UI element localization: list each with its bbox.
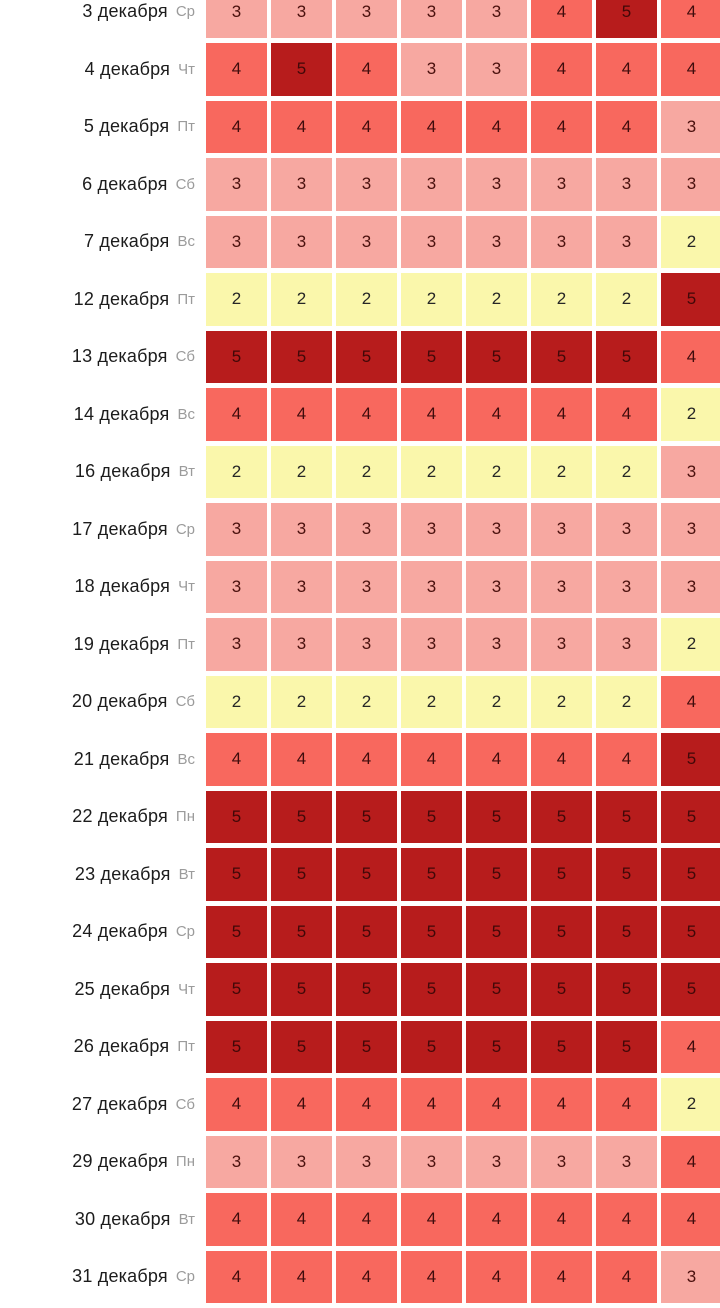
heatmap-row-cells: [206, 561, 720, 614]
weekday-text: Вт: [178, 463, 195, 481]
weekday-text: Ср: [175, 923, 195, 941]
heatmap-cell[interactable]: 5: [206, 331, 267, 384]
heatmap-cell[interactable]: 2: [596, 676, 657, 729]
heatmap-cell[interactable]: 3: [661, 101, 720, 154]
weekday-text: Вс: [177, 750, 195, 768]
date-label: [0, 906, 206, 959]
heatmap-cell[interactable]: 5: [271, 1021, 332, 1074]
heatmap-cell[interactable]: 4: [336, 43, 397, 96]
heatmap-row-cells: [206, 848, 720, 901]
date-label: [0, 388, 206, 441]
heatmap-cell[interactable]: 3: [661, 1251, 720, 1304]
heatmap-cell[interactable]: 3: [336, 561, 397, 614]
date-label: [0, 503, 206, 556]
heatmap-cell[interactable]: 3: [596, 1136, 657, 1189]
heatmap-cell[interactable]: 3: [271, 216, 332, 269]
heatmap-cell[interactable]: 5: [531, 331, 592, 384]
heatmap-cell[interactable]: 2: [661, 618, 720, 671]
heatmap-cell[interactable]: 2: [401, 273, 462, 326]
heatmap-cell[interactable]: 5: [466, 906, 527, 959]
heatmap-cell[interactable]: 3: [466, 503, 527, 556]
heatmap-row: [0, 446, 720, 499]
heatmap-cell[interactable]: 4: [596, 388, 657, 441]
weekday-text: Пт: [177, 118, 195, 136]
heatmap-cell[interactable]: 3: [271, 503, 332, 556]
heatmap-cell[interactable]: 4: [596, 101, 657, 154]
heatmap-cell[interactable]: 4: [531, 1078, 592, 1131]
heatmap-cell[interactable]: 2: [466, 446, 527, 499]
heatmap-cell[interactable]: 4: [206, 1193, 267, 1246]
heatmap-row-cells: [206, 446, 720, 499]
date-label: [0, 676, 206, 729]
heatmap-row: [0, 216, 720, 269]
heatmap-row-cells: [206, 503, 720, 556]
date-text: 25 декабря: [74, 978, 171, 999]
weekday-text: Ср: [175, 1268, 195, 1286]
heatmap-cell[interactable]: 5: [661, 963, 720, 1016]
heatmap-cell[interactable]: 5: [596, 331, 657, 384]
heatmap-cell[interactable]: 2: [336, 446, 397, 499]
heatmap-cell[interactable]: 3: [466, 561, 527, 614]
heatmap-row-cells: [206, 676, 720, 729]
weekday-text: Вс: [177, 233, 195, 251]
heatmap-row-cells: [206, 388, 720, 441]
heatmap-cell[interactable]: 3: [206, 1136, 267, 1189]
heatmap-cell[interactable]: 4: [271, 1193, 332, 1246]
heatmap-cell[interactable]: 4: [206, 733, 267, 786]
heatmap-cell[interactable]: 3: [531, 216, 592, 269]
heatmap-row-cells: [206, 216, 720, 269]
heatmap-cell[interactable]: 2: [271, 446, 332, 499]
heatmap-cell[interactable]: 3: [271, 0, 332, 38]
heatmap-cell[interactable]: 5: [466, 848, 527, 901]
heatmap-cell[interactable]: 4: [661, 331, 720, 384]
date-label: [0, 216, 206, 269]
heatmap-row-cells: [206, 158, 720, 211]
date-label: [0, 1193, 206, 1246]
date-text: 18 декабря: [74, 576, 171, 597]
heatmap-row-cells: [206, 791, 720, 844]
heatmap-cell[interactable]: 5: [336, 331, 397, 384]
heatmap-cell[interactable]: 3: [401, 561, 462, 614]
heatmap-row: [0, 503, 720, 556]
heatmap-cell[interactable]: 3: [336, 0, 397, 38]
heatmap-cell[interactable]: 4: [466, 1078, 527, 1131]
heatmap-cell[interactable]: 2: [531, 676, 592, 729]
heatmap-row: [0, 273, 720, 326]
weekday-text: Пт: [177, 1038, 195, 1056]
date-text: 5 декабря: [83, 116, 170, 137]
heatmap-cell[interactable]: 4: [271, 388, 332, 441]
heatmap-row: [0, 101, 720, 154]
heatmap-row: [0, 1136, 720, 1189]
weekday-text: Чт: [178, 980, 195, 998]
heatmap-cell[interactable]: 2: [466, 273, 527, 326]
heatmap-cell[interactable]: 3: [531, 503, 592, 556]
heatmap-cell[interactable]: 5: [661, 906, 720, 959]
date-label: [0, 561, 206, 614]
heatmap-cell[interactable]: 4: [531, 733, 592, 786]
date-text: 30 декабря: [74, 1208, 171, 1229]
weekday-text: Сб: [175, 1095, 195, 1113]
heatmap-cell[interactable]: 4: [531, 1251, 592, 1304]
heatmap-cell[interactable]: 4: [336, 101, 397, 154]
heatmap-row-cells: [206, 1251, 720, 1304]
heatmap-cell[interactable]: 5: [596, 848, 657, 901]
heatmap-cell[interactable]: 3: [206, 158, 267, 211]
heatmap-cell[interactable]: 3: [271, 561, 332, 614]
heatmap-row: [0, 848, 720, 901]
heatmap-cell[interactable]: 4: [401, 1193, 462, 1246]
heatmap-cell[interactable]: 5: [336, 906, 397, 959]
heatmap-cell[interactable]: 5: [531, 848, 592, 901]
weekday-text: Вс: [177, 405, 195, 423]
heatmap-cell[interactable]: 4: [661, 43, 720, 96]
heatmap-cell[interactable]: 3: [531, 1136, 592, 1189]
heatmap-cell[interactable]: 3: [336, 1136, 397, 1189]
heatmap-cell[interactable]: 3: [336, 503, 397, 556]
heatmap-cell[interactable]: 2: [336, 273, 397, 326]
heatmap-cell[interactable]: 4: [596, 733, 657, 786]
heatmap-cell[interactable]: 3: [661, 158, 720, 211]
heatmap-cell[interactable]: 2: [661, 1078, 720, 1131]
date-text: 29 декабря: [72, 1151, 168, 1172]
heatmap-row: [0, 331, 720, 384]
heatmap-cell[interactable]: 5: [206, 963, 267, 1016]
date-text: 31 декабря: [72, 1266, 168, 1287]
heatmap-cell[interactable]: 5: [271, 331, 332, 384]
heatmap-cell[interactable]: 4: [596, 1193, 657, 1246]
heatmap-row-cells: [206, 733, 720, 786]
heatmap-cell[interactable]: 4: [336, 733, 397, 786]
heatmap-cell[interactable]: 4: [466, 1251, 527, 1304]
heatmap-cell[interactable]: 2: [401, 446, 462, 499]
heatmap-cell[interactable]: 3: [401, 618, 462, 671]
heatmap-cell[interactable]: 4: [401, 388, 462, 441]
heatmap-cell[interactable]: 2: [466, 676, 527, 729]
weekday-text: Пт: [177, 635, 195, 653]
heatmap-row-cells: [206, 331, 720, 384]
heatmap-cell[interactable]: 3: [531, 561, 592, 614]
heatmap-cell[interactable]: 4: [661, 0, 720, 38]
heatmap-cell[interactable]: 5: [271, 906, 332, 959]
heatmap-cell[interactable]: 2: [206, 446, 267, 499]
heatmap-cell[interactable]: 3: [596, 561, 657, 614]
heatmap-cell[interactable]: 5: [206, 906, 267, 959]
heatmap-cell[interactable]: 2: [401, 676, 462, 729]
date-label: [0, 963, 206, 1016]
heatmap-row-cells: [206, 963, 720, 1016]
heatmap-cell[interactable]: 4: [271, 101, 332, 154]
weekday-text: Чт: [178, 578, 195, 596]
date-label: [0, 331, 206, 384]
heatmap-cell[interactable]: 4: [401, 733, 462, 786]
date-text: 22 декабря: [72, 806, 168, 827]
heatmap-cell[interactable]: 5: [596, 0, 657, 38]
heatmap-cell[interactable]: 3: [466, 1136, 527, 1189]
weekday-text: Сб: [175, 693, 195, 711]
date-label: [0, 273, 206, 326]
heatmap-cell[interactable]: 5: [596, 906, 657, 959]
date-text: 6 декабря: [82, 173, 168, 194]
heatmap-cell[interactable]: 5: [596, 1021, 657, 1074]
heatmap-row-cells: [206, 101, 720, 154]
heatmap-cell[interactable]: 3: [531, 158, 592, 211]
date-label: [0, 158, 206, 211]
heatmap-cell[interactable]: 3: [336, 618, 397, 671]
heatmap-cell[interactable]: 2: [271, 676, 332, 729]
heatmap-row: [0, 43, 720, 96]
heatmap-cell[interactable]: 3: [401, 0, 462, 38]
heatmap-cell[interactable]: 3: [401, 43, 462, 96]
date-label: [0, 43, 206, 96]
heatmap-cell[interactable]: 3: [466, 618, 527, 671]
heatmap-cell[interactable]: 2: [271, 273, 332, 326]
heatmap-cell[interactable]: 4: [596, 43, 657, 96]
heatmap-cell[interactable]: 4: [466, 1193, 527, 1246]
heatmap-cell[interactable]: 5: [206, 791, 267, 844]
heatmap-cell[interactable]: 3: [206, 561, 267, 614]
heatmap-cell[interactable]: 5: [531, 906, 592, 959]
heatmap-cell[interactable]: 3: [596, 216, 657, 269]
heatmap-cell[interactable]: 2: [336, 676, 397, 729]
heatmap-cell[interactable]: 3: [271, 158, 332, 211]
date-label: [0, 446, 206, 499]
heatmap-cell[interactable]: 4: [206, 101, 267, 154]
heatmap-cell[interactable]: 3: [206, 216, 267, 269]
heatmap-row: [0, 0, 720, 38]
heatmap-cell[interactable]: 3: [206, 0, 267, 38]
heatmap-cell[interactable]: 5: [466, 331, 527, 384]
date-text: 23 декабря: [74, 863, 171, 884]
heatmap-cell[interactable]: 4: [336, 1251, 397, 1304]
heatmap-cell[interactable]: 5: [466, 963, 527, 1016]
heatmap-cell[interactable]: 3: [661, 561, 720, 614]
heatmap-cell[interactable]: 3: [466, 0, 527, 38]
heatmap-cell[interactable]: 3: [596, 618, 657, 671]
heatmap-cell[interactable]: 4: [661, 676, 720, 729]
heatmap-cell[interactable]: 2: [596, 273, 657, 326]
date-label: [0, 618, 206, 671]
heatmap-cell[interactable]: 5: [596, 963, 657, 1016]
date-text: 20 декабря: [71, 691, 168, 712]
heatmap-cell[interactable]: 5: [466, 791, 527, 844]
heatmap-cell[interactable]: 5: [531, 963, 592, 1016]
heatmap-cell[interactable]: 5: [336, 963, 397, 1016]
heatmap-cell[interactable]: 4: [531, 388, 592, 441]
heatmap-cell[interactable]: 3: [206, 503, 267, 556]
heatmap-cell[interactable]: 4: [531, 0, 592, 38]
heatmap-cell[interactable]: 5: [271, 43, 332, 96]
date-text: 21 декабря: [73, 748, 170, 769]
heatmap-cell[interactable]: 3: [661, 446, 720, 499]
weekday-text: Сб: [175, 175, 195, 193]
heatmap-cell[interactable]: 3: [596, 158, 657, 211]
heatmap-cell[interactable]: 3: [466, 216, 527, 269]
weekday-text: Пн: [175, 808, 195, 826]
heatmap-cell[interactable]: 5: [661, 791, 720, 844]
date-text: 12 декабря: [73, 288, 170, 309]
date-label: [0, 1078, 206, 1131]
heatmap-row-cells: [206, 618, 720, 671]
heatmap-cell[interactable]: 3: [206, 618, 267, 671]
heatmap-row: [0, 733, 720, 786]
date-label: [0, 1021, 206, 1074]
heatmap-row-cells: [206, 1136, 720, 1189]
heatmap-cell[interactable]: 4: [531, 43, 592, 96]
heatmap-row: [0, 963, 720, 1016]
weekday-text: Пт: [177, 290, 195, 308]
heatmap-cell[interactable]: 4: [401, 101, 462, 154]
heatmap-cell[interactable]: 5: [401, 963, 462, 1016]
heatmap-cell[interactable]: 5: [401, 848, 462, 901]
date-text: 13 декабря: [71, 346, 168, 367]
heatmap-cell[interactable]: 5: [466, 1021, 527, 1074]
date-label: [0, 791, 206, 844]
heatmap-row: [0, 618, 720, 671]
heatmap-cell[interactable]: 3: [271, 1136, 332, 1189]
heatmap-cell[interactable]: 4: [206, 1078, 267, 1131]
weekday-text: Пн: [175, 1153, 195, 1171]
heatmap-cell[interactable]: 5: [206, 848, 267, 901]
heatmap-cell[interactable]: 2: [661, 216, 720, 269]
heatmap-row: [0, 906, 720, 959]
heatmap-cell[interactable]: 5: [336, 791, 397, 844]
date-label: [0, 1136, 206, 1189]
heatmap-row-cells: [206, 273, 720, 326]
heatmap-cell[interactable]: 3: [401, 503, 462, 556]
heatmap-cell[interactable]: 4: [661, 1193, 720, 1246]
heatmap-cell[interactable]: 4: [466, 101, 527, 154]
heatmap-cell[interactable]: 5: [271, 963, 332, 1016]
heatmap-row: [0, 158, 720, 211]
heatmap-cell[interactable]: 4: [531, 1193, 592, 1246]
heatmap-cell[interactable]: 4: [661, 1136, 720, 1189]
date-text: 3 декабря: [82, 1, 168, 22]
heatmap-cell[interactable]: 4: [661, 1021, 720, 1074]
heatmap-cell[interactable]: 4: [271, 733, 332, 786]
heatmap-cell[interactable]: 5: [401, 906, 462, 959]
date-text: 26 декабря: [73, 1036, 170, 1057]
heatmap-row-cells: [206, 1193, 720, 1246]
heatmap-cell[interactable]: 5: [661, 273, 720, 326]
weekday-text: Вт: [178, 1210, 195, 1228]
date-label: [0, 848, 206, 901]
heatmap-cell[interactable]: 4: [271, 1078, 332, 1131]
heatmap-cell[interactable]: 5: [336, 1021, 397, 1074]
date-text: 27 декабря: [71, 1093, 168, 1114]
heatmap-cell[interactable]: 3: [661, 503, 720, 556]
heatmap-cell[interactable]: 3: [336, 158, 397, 211]
heatmap-cell[interactable]: 5: [661, 848, 720, 901]
heatmap-cell[interactable]: 4: [336, 388, 397, 441]
heatmap-cell[interactable]: 2: [531, 446, 592, 499]
heatmap-cell[interactable]: 5: [271, 848, 332, 901]
heatmap-cell[interactable]: 4: [596, 1251, 657, 1304]
heatmap-cell[interactable]: 4: [596, 1078, 657, 1131]
heatmap-row: [0, 1078, 720, 1131]
heatmap-cell[interactable]: 2: [596, 446, 657, 499]
heatmap-cell[interactable]: 5: [206, 1021, 267, 1074]
heatmap-cell[interactable]: 2: [206, 273, 267, 326]
heatmap-row: [0, 1021, 720, 1074]
date-label: [0, 733, 206, 786]
heatmap-cell[interactable]: 3: [531, 618, 592, 671]
heatmap-cell[interactable]: 5: [596, 791, 657, 844]
heatmap-cell[interactable]: 4: [206, 388, 267, 441]
heatmap-row: [0, 388, 720, 441]
heatmap-cell[interactable]: 5: [336, 848, 397, 901]
heatmap-cell[interactable]: 2: [661, 388, 720, 441]
heatmap-cell[interactable]: 3: [336, 216, 397, 269]
heatmap-cell[interactable]: 4: [206, 43, 267, 96]
heatmap-cell[interactable]: 2: [206, 676, 267, 729]
heatmap-cell[interactable]: 5: [661, 733, 720, 786]
heatmap-cell[interactable]: 4: [401, 1251, 462, 1304]
heatmap-cell[interactable]: 4: [271, 1251, 332, 1304]
heatmap-row-cells: [206, 906, 720, 959]
heatmap-cell[interactable]: 4: [336, 1078, 397, 1131]
heatmap-cell[interactable]: 5: [531, 791, 592, 844]
heatmap-row-cells: [206, 0, 720, 38]
weekday-text: Ср: [175, 3, 195, 21]
heatmap-cell[interactable]: 3: [271, 618, 332, 671]
heatmap-row: [0, 676, 720, 729]
date-text: 17 декабря: [72, 518, 168, 539]
date-text: 4 декабря: [84, 58, 171, 79]
heatmap-row: [0, 1251, 720, 1304]
heatmap-cell[interactable]: 2: [531, 273, 592, 326]
date-label: [0, 1251, 206, 1304]
heatmap-row: [0, 561, 720, 614]
heatmap-cell[interactable]: 4: [466, 388, 527, 441]
heatmap-cell[interactable]: 3: [466, 158, 527, 211]
weekday-text: Ср: [175, 520, 195, 538]
heatmap-cell[interactable]: 5: [531, 1021, 592, 1074]
date-text: 14 декабря: [73, 403, 170, 424]
heatmap-row-cells: [206, 43, 720, 96]
weekday-text: Чт: [178, 60, 195, 78]
heatmap-cell[interactable]: 4: [206, 1251, 267, 1304]
heatmap-cell[interactable]: 5: [271, 791, 332, 844]
heatmap-cell[interactable]: 4: [466, 733, 527, 786]
date-text: 24 декабря: [72, 921, 168, 942]
heatmap-cell[interactable]: 4: [401, 1078, 462, 1131]
date-text: 16 декабря: [74, 461, 171, 482]
weekday-text: Сб: [175, 348, 195, 366]
heatmap-cell[interactable]: 3: [401, 158, 462, 211]
heatmap-row-cells: [206, 1021, 720, 1074]
heatmap-cell[interactable]: 3: [596, 503, 657, 556]
heatmap-cell[interactable]: 5: [401, 331, 462, 384]
date-text: 7 декабря: [84, 231, 170, 252]
heatmap-cell[interactable]: 5: [401, 1021, 462, 1074]
heatmap-row: [0, 1193, 720, 1246]
date-label: [0, 0, 206, 38]
date-label: [0, 101, 206, 154]
heatmap-row-cells: [206, 1078, 720, 1131]
weekday-text: Вт: [178, 865, 195, 883]
heatmap-cell[interactable]: 3: [401, 1136, 462, 1189]
heatmap-cell[interactable]: 4: [336, 1193, 397, 1246]
heatmap-row: [0, 791, 720, 844]
heatmap-cell[interactable]: 3: [401, 216, 462, 269]
heatmap-cell[interactable]: 4: [531, 101, 592, 154]
date-text: 19 декабря: [73, 633, 170, 654]
heatmap-cell[interactable]: 3: [466, 43, 527, 96]
heatmap-cell[interactable]: 5: [401, 791, 462, 844]
